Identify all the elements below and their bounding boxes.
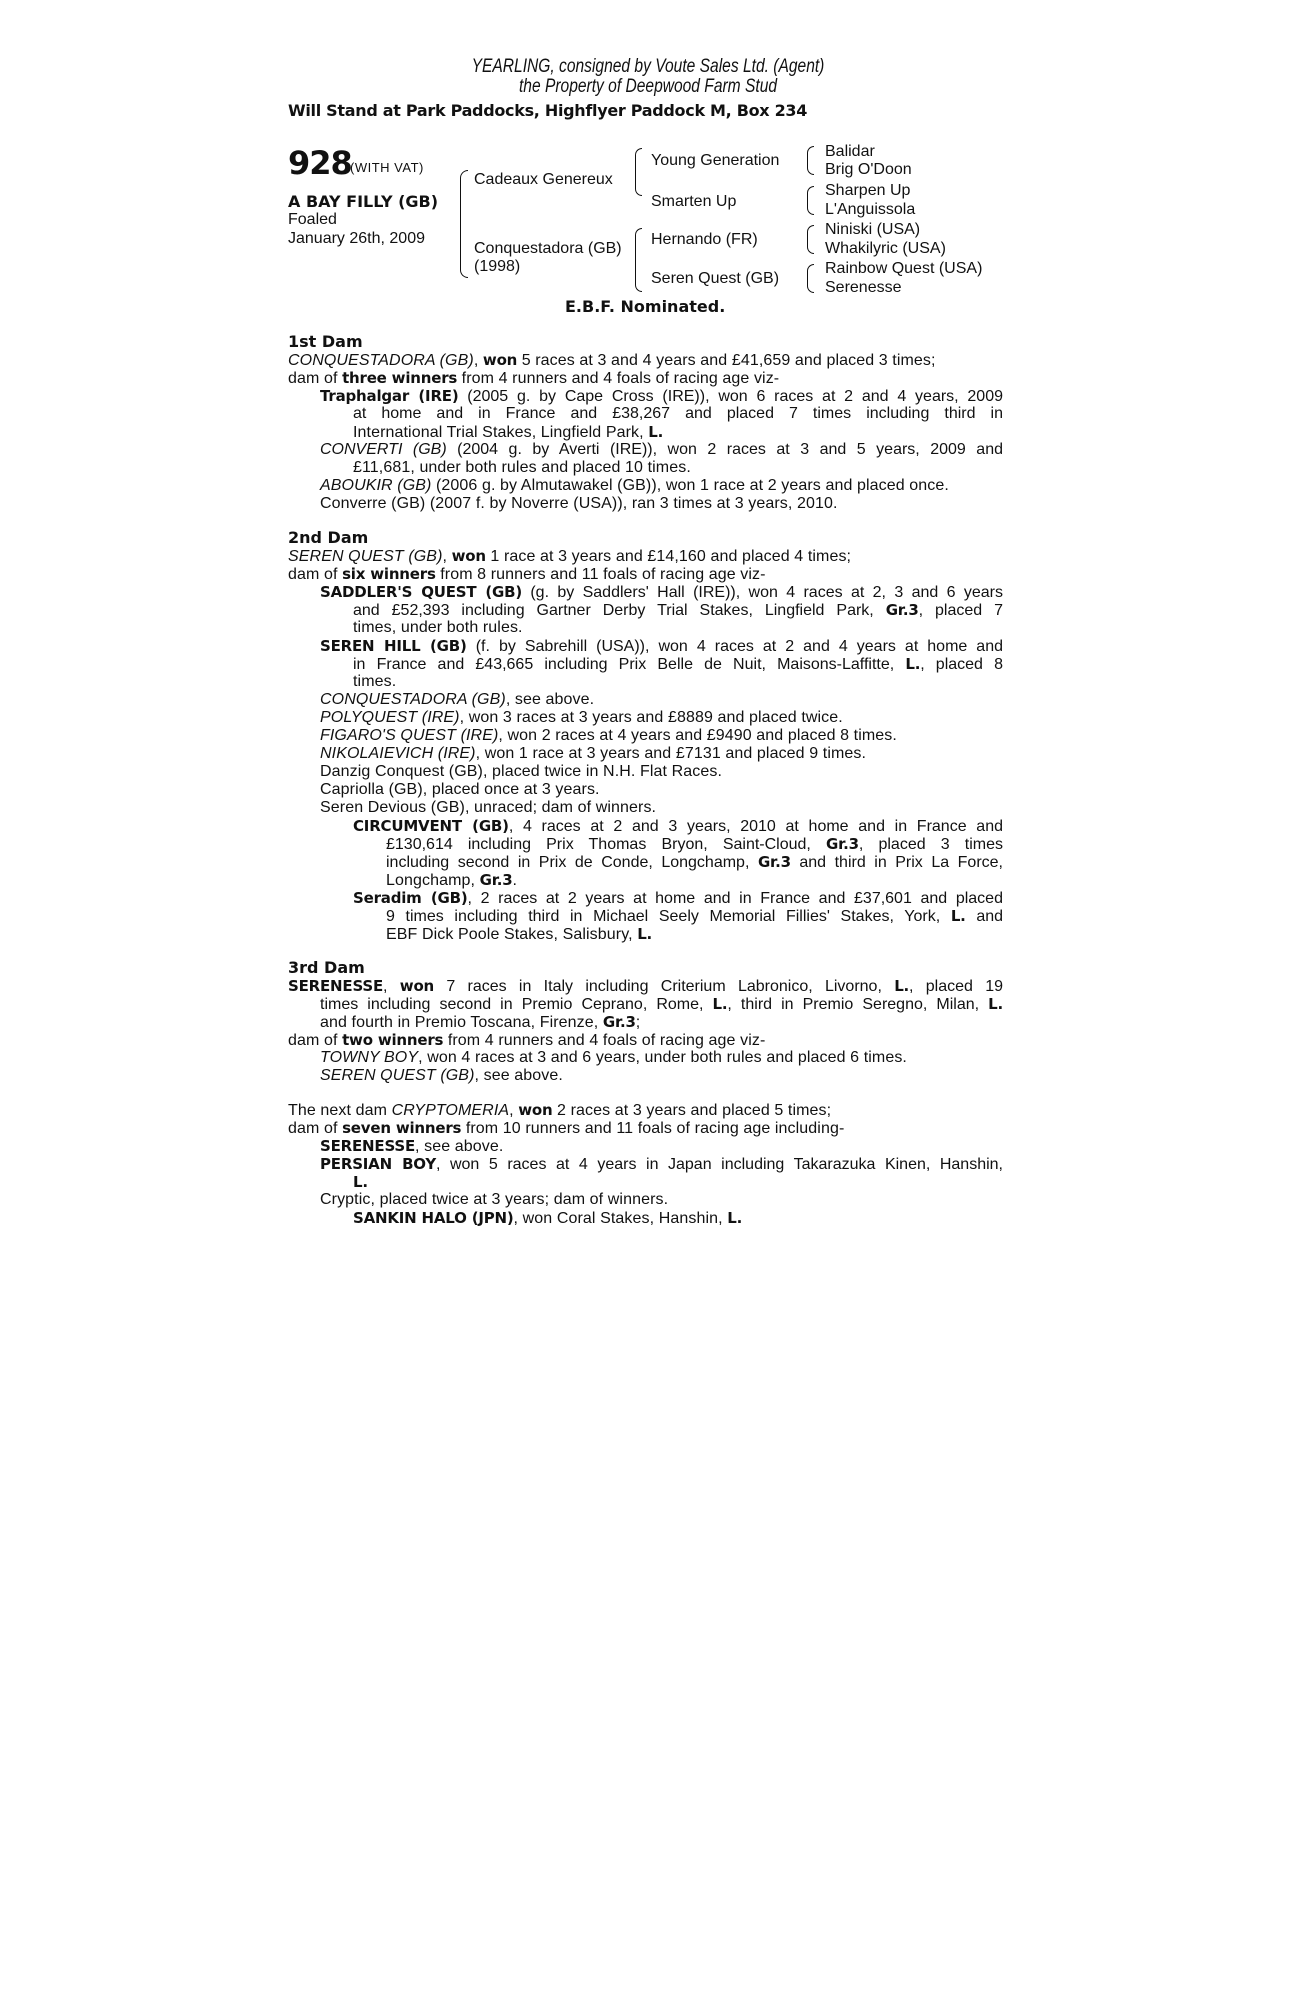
- pedigree-sire-dam: Smarten Up: [651, 193, 737, 210]
- header-location: Will Stand at Park Paddocks, Highflyer Paddock M, Box 234: [288, 101, 808, 120]
- next-dam-produce: dam of seven winners from 10 runners and 11 foals of racing age including-: [288, 1119, 845, 1137]
- third-dam-heading: 3rd Dam: [288, 958, 365, 977]
- foaled-date: January 26th, 2009: [288, 230, 425, 247]
- produce-seradim-cont2: EBF Dick Poole Stakes, Salisbury, L.: [386, 925, 653, 943]
- pedigree-dam-sire: Hernando (FR): [651, 231, 758, 248]
- pedigree-g6: Whakilyric (USA): [825, 240, 946, 257]
- pedigree-sire: Cadeaux Genereux: [474, 171, 613, 188]
- pedigree-g1: Balidar: [825, 143, 875, 160]
- pedigree-dam: Conquestadora (GB): [474, 240, 622, 257]
- second-dam-heading: 2nd Dam: [288, 528, 369, 547]
- third-dam-produce: dam of two winners from 4 runners and 4 foals of racing age viz-: [288, 1031, 766, 1049]
- horse-description: A BAY FILLY (GB): [288, 192, 439, 211]
- produce-persian-boy: PERSIAN BOY, won 5 races at 4 years in Japan including Takarazuka Kinen, Hanshin,: [320, 1155, 1004, 1173]
- produce-serenesse: SERENESSE, see above.: [320, 1137, 504, 1155]
- first-dam-produce: dam of three winners from 4 runners and 4 foals of racing age viz-: [288, 369, 780, 387]
- produce-cryptic: Cryptic, placed twice at 3 years; dam of winners.: [320, 1191, 669, 1208]
- header-property: the Property of Deepwood Farm Stud: [518, 76, 778, 97]
- pedigree-dam-year: (1998): [474, 258, 521, 275]
- produce-polyquest: POLYQUEST (IRE), won 3 races at 3 years and £8889 and placed twice.: [320, 709, 843, 726]
- produce-saddlers-quest-cont2: times, under both rules.: [353, 619, 523, 636]
- third-dam-line: SERENESSE, won 7 races in Italy including Criterium Labronico, Livorno, L., placed 19: [288, 977, 1004, 995]
- produce-persian-boy-cont: L.: [353, 1173, 368, 1191]
- pedigree-bracket-main: [460, 170, 468, 278]
- produce-traphalgar-cont: at home and in France and £38,267 and placed 7 times including third in: [353, 405, 1003, 422]
- produce-seradim-cont: 9 times including third in Michael Seely Memorial Fillies' Stakes, York, L. and: [386, 907, 1004, 925]
- produce-converre: Converre (GB) (2007 f. by Noverre (USA)), ran 3 times at 3 years, 2010.: [320, 495, 838, 512]
- lot-number: 928: [288, 144, 352, 182]
- foaled-label: Foaled: [288, 211, 337, 228]
- produce-traphalgar-cont2: International Trial Stakes, Lingfield Park, L.: [353, 423, 664, 441]
- produce-aboukir: ABOUKIR (GB) (2006 g. by Almutawakel (GB)), won 1 race at 2 years and placed once.: [320, 477, 949, 494]
- produce-circumvent-cont2: including second in Prix de Conde, Longchamp, Gr.3 and third in Prix La Force,: [386, 853, 1004, 871]
- pedigree-g7: Rainbow Quest (USA): [825, 260, 983, 277]
- produce-converti-cont: £11,681, under both rules and placed 10 times.: [353, 459, 691, 476]
- pedigree-bracket-g34: [807, 186, 814, 215]
- produce-circumvent: CIRCUMVENT (GB), 4 races at 2 and 3 years, 2010 at home and in France and: [353, 817, 1003, 835]
- third-dam-line-cont: times including second in Premio Ceprano, Rome, L., third in Premio Seregno, Milan, L.: [320, 995, 1004, 1013]
- produce-towny-boy: TOWNY BOY, won 4 races at 3 and 6 years, under both rules and placed 6 times.: [320, 1049, 907, 1066]
- ebf-nominated: E.B.F. Nominated.: [565, 297, 726, 316]
- second-dam-line: SEREN QUEST (GB), won 1 race at 3 years and £14,160 and placed 4 times;: [288, 547, 852, 565]
- produce-circumvent-cont3: Longchamp, Gr.3.: [386, 871, 518, 889]
- produce-seren-hill-cont: in France and £43,665 including Prix Belle de Nuit, Maisons-Laffitte, L., placed 8: [353, 655, 1003, 673]
- produce-seren-hill: SEREN HILL (GB) (f. by Sabrehill (USA)), won 4 races at 2 and 4 years at home and: [320, 637, 1004, 655]
- produce-sankin-halo: SANKIN HALO (JPN), won Coral Stakes, Hanshin, L.: [353, 1209, 743, 1227]
- pedigree-bracket-dam: [635, 228, 642, 292]
- produce-saddlers-quest-cont: and £52,393 including Gartner Derby Trial Stakes, Lingfield Park, Gr.3, placed 7: [353, 601, 1003, 619]
- produce-traphalgar: Traphalgar (IRE) (2005 g. by Cape Cross (IRE)), won 6 races at 2 and 4 years, 2009: [320, 387, 1003, 405]
- produce-seren-hill-cont2: times.: [353, 673, 397, 690]
- produce-seren-devious: Seren Devious (GB), unraced; dam of winners.: [320, 799, 657, 816]
- produce-seradim: Seradim (GB), 2 races at 2 years at home and in France and £37,601 and placed: [353, 889, 1003, 907]
- pedigree-bracket-g56: [807, 225, 814, 254]
- header-consignor: YEARLING, consigned by Voute Sales Ltd. (Agent): [471, 56, 825, 77]
- produce-saddlers-quest: SADDLER'S QUEST (GB) (g. by Saddlers' Hall (IRE)), won 4 races at 2, 3 and 6 years: [320, 583, 1003, 601]
- first-dam-line: CONQUESTADORA (GB), won 5 races at 3 and 4 years and £41,659 and placed 3 times;: [288, 351, 936, 369]
- first-dam-heading: 1st Dam: [288, 332, 363, 351]
- produce-figaros-quest: FIGARO'S QUEST (IRE), won 2 races at 4 years and £9490 and placed 8 times.: [320, 727, 897, 744]
- produce-nikolaievich: NIKOLAIEVICH (IRE), won 1 race at 3 years and £7131 and placed 9 times.: [320, 745, 867, 762]
- produce-conquestadora: CONQUESTADORA (GB), see above.: [320, 691, 595, 708]
- pedigree-g8: Serenesse: [825, 279, 902, 296]
- pedigree-dam-dam: Seren Quest (GB): [651, 270, 780, 287]
- pedigree-g2: Brig O'Doon: [825, 161, 912, 178]
- produce-capriolla: Capriolla (GB), placed once at 3 years.: [320, 781, 600, 798]
- produce-converti: CONVERTI (GB) (2004 g. by Averti (IRE)), won 2 races at 3 and 5 years, 2009 and: [320, 441, 1003, 458]
- pedigree-g5: Niniski (USA): [825, 221, 921, 238]
- pedigree-bracket-sire: [635, 148, 642, 196]
- pedigree-bracket-g12: [807, 146, 814, 175]
- produce-danzig-conquest: Danzig Conquest (GB), placed twice in N.H. Flat Races.: [320, 763, 723, 780]
- second-dam-produce: dam of six winners from 8 runners and 11 foals of racing age viz-: [288, 565, 766, 583]
- produce-circumvent-cont: £130,614 including Prix Thomas Bryon, Saint-Cloud, Gr.3, placed 3 times: [386, 835, 1003, 853]
- pedigree-bracket-g78: [807, 264, 814, 293]
- next-dam-line: The next dam CRYPTOMERIA, won 2 races at 3 years and placed 5 times;: [288, 1101, 832, 1119]
- pedigree-sire-sire: Young Generation: [651, 152, 780, 169]
- produce-seren-quest: SEREN QUEST (GB), see above.: [320, 1067, 563, 1084]
- pedigree-g4: L'Anguissola: [825, 201, 916, 218]
- pedigree-g3: Sharpen Up: [825, 182, 911, 199]
- lot-vat: (WITH VAT): [350, 160, 424, 175]
- third-dam-line-cont2: and fourth in Premio Toscana, Firenze, Gr.3;: [320, 1013, 641, 1031]
